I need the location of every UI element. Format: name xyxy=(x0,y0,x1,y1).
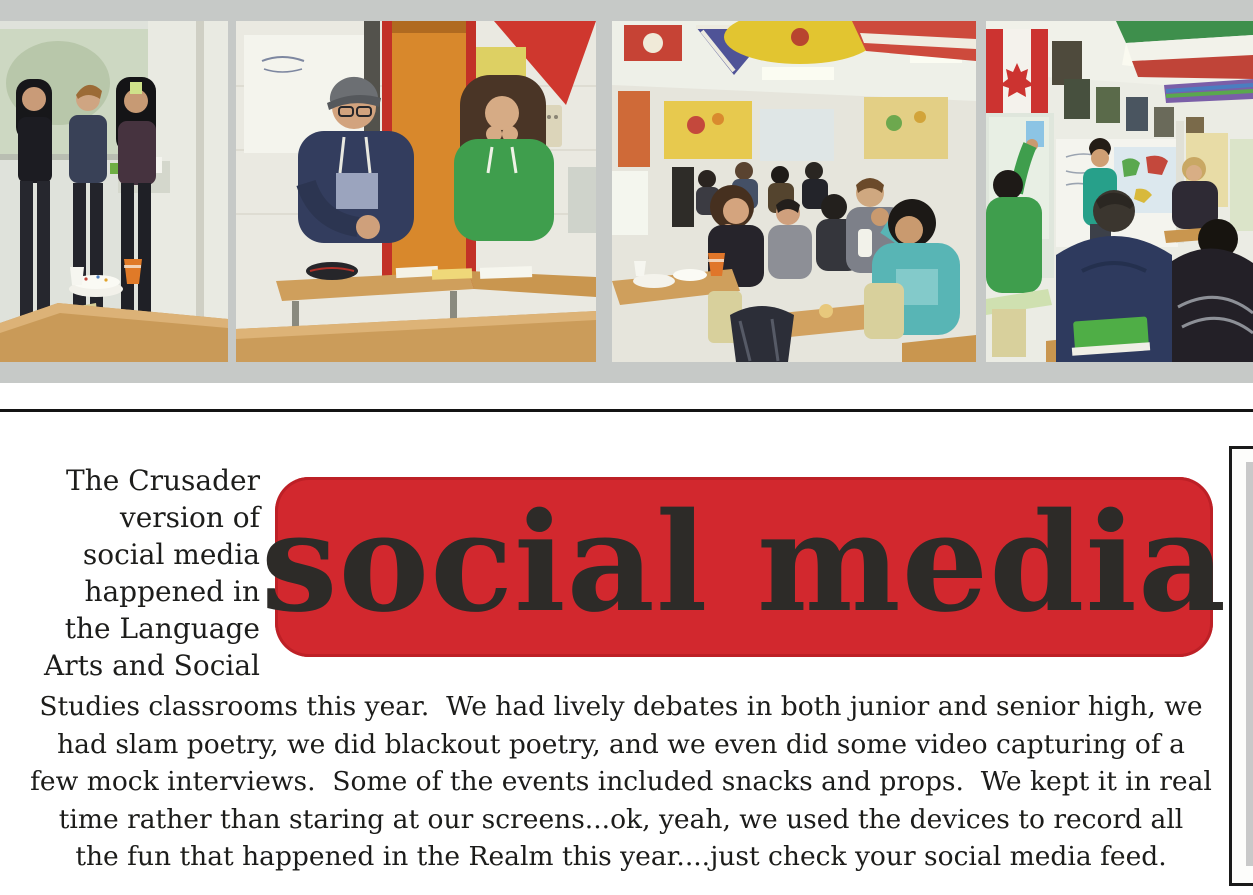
photo-1-illustration xyxy=(0,21,228,362)
photo-4-illustration xyxy=(986,21,1253,362)
photo-3-illustration xyxy=(612,21,976,362)
photo-2-illustration xyxy=(236,21,596,362)
photo-classroom-snacks xyxy=(612,21,976,362)
photo-banner xyxy=(0,0,1253,383)
girl-in-green-hoodie xyxy=(454,75,554,241)
intro-text: The Crusader version of social media happened in the Language Arts and Social xyxy=(43,464,260,682)
page-title: social media xyxy=(260,483,1228,643)
title-banner xyxy=(260,477,1228,657)
right-panel-photo-edge xyxy=(1246,462,1253,866)
photo-whiteboard-presenter xyxy=(986,21,1253,362)
photo-students-presenting xyxy=(0,21,228,362)
photo-debate-pair xyxy=(236,21,596,362)
body-paragraph: Studies classrooms this year. We had lively debates in both junior and senior high, we had slam poetry, we did blackout poetry, and we even did some video capturing of a few mock interviews. Some of the events included snacks and props. We kept it in real time rather than staring at our screens...ok, yeah, we used the devices to record all the fun that happened in the Realm this year....just check your social media feed. xyxy=(30,691,1212,872)
horizontal-divider xyxy=(0,409,1253,412)
